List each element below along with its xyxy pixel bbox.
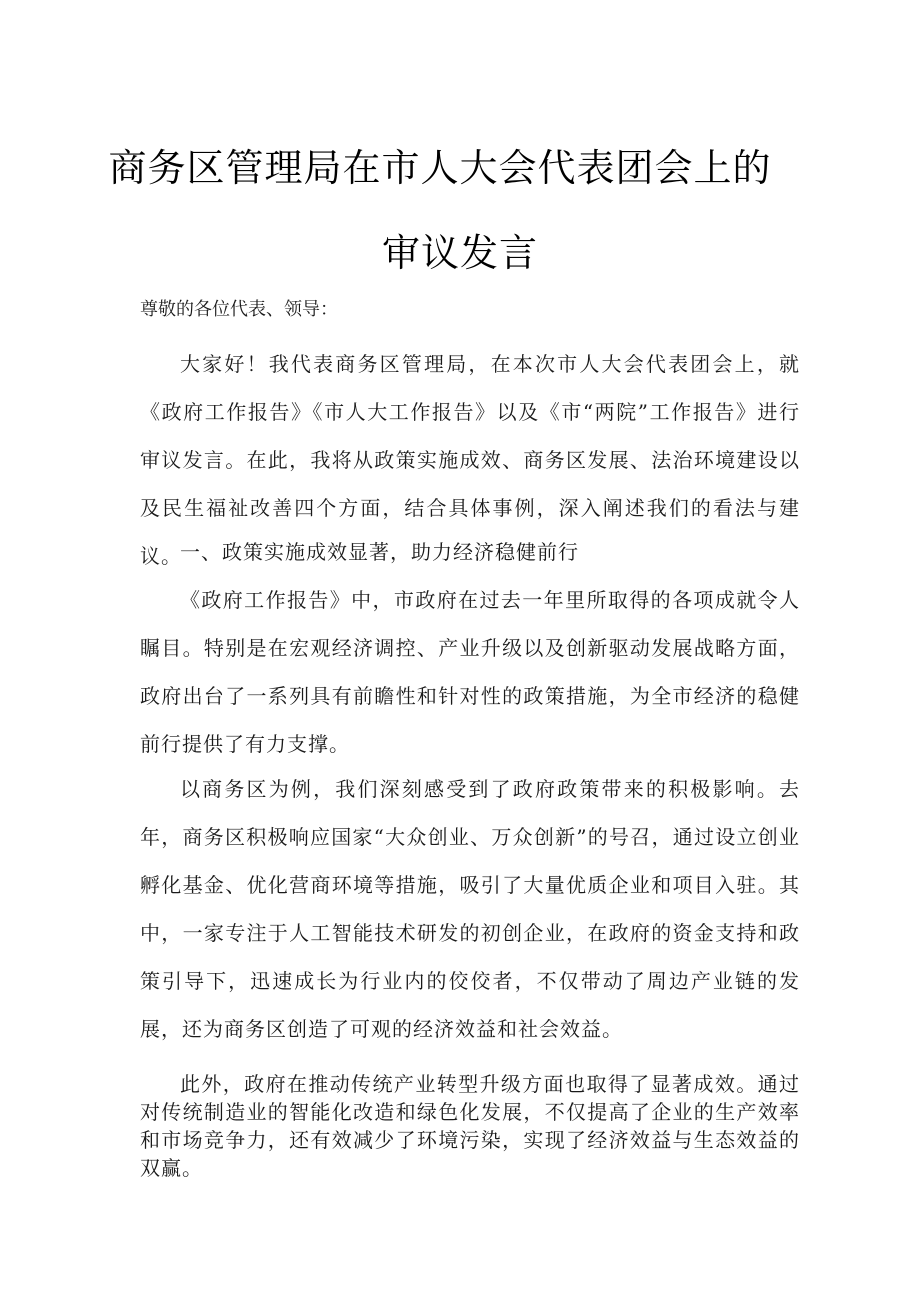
paragraph-government-report: 《政府工作报告》中，市政府在过去一年里所取得的各项成就令人瞩目。特别是在宏观经济调控、产业升级以及创新驱动发展战略方面，政府出台了一系列具有前瞻性和针对性的政策措施，为全市经济的稳健前行提供了有力支撑。 [140,588,800,756]
paragraph-industry-upgrade: 此外，政府在推动传统产业转型升级方面也取得了显著成效。通过对传统制造业的智能化改造和绿色化发展，不仅提高了企业的生产效率和市场竞争力，还有效减少了环境污染，实现了经济效益与生态效益的双赢。 [140,1072,800,1180]
document-title-line-2: 审议发言 [381,231,538,275]
paragraph-intro: 大家好！我代表商务区管理局，在本次市人大会代表团会上，就《政府工作报告》《市人大工作报告》以及《市“两院”工作报告》进行审议发言。在此，我将从政策实施成效、商务区发展、法治环境建设以及民生福祉改善四个方面，结合具体事例，深入阐述我们的看法与建议。 [140,352,800,568]
document-title-line-1: 商务区管理局在市人大会代表团会上的 [108,146,772,190]
paragraph-business-district-example: 以商务区为例，我们深刻感受到了政府政策带来的积极影响。去年，商务区积极响应国家“大众创业、万众创新”的号召，通过设立创业孵化基金、优化营商环境等措施，吸引了大量优质企业和项目入驻。其中，一家专注于人工智能技术研发的初创企业，在政府的资金支持和政策引导下，迅速成长为行业内的佼佼者，不仅带动了周边产业链的发展，还为商务区创造了可观的经济效益和社会效益。 [140,777,800,1041]
salutation: 尊敬的各位代表、领导： [140,299,338,320]
section-heading-1: 一、政策实施成效显著，助力经济稳健前行 [180,540,579,564]
